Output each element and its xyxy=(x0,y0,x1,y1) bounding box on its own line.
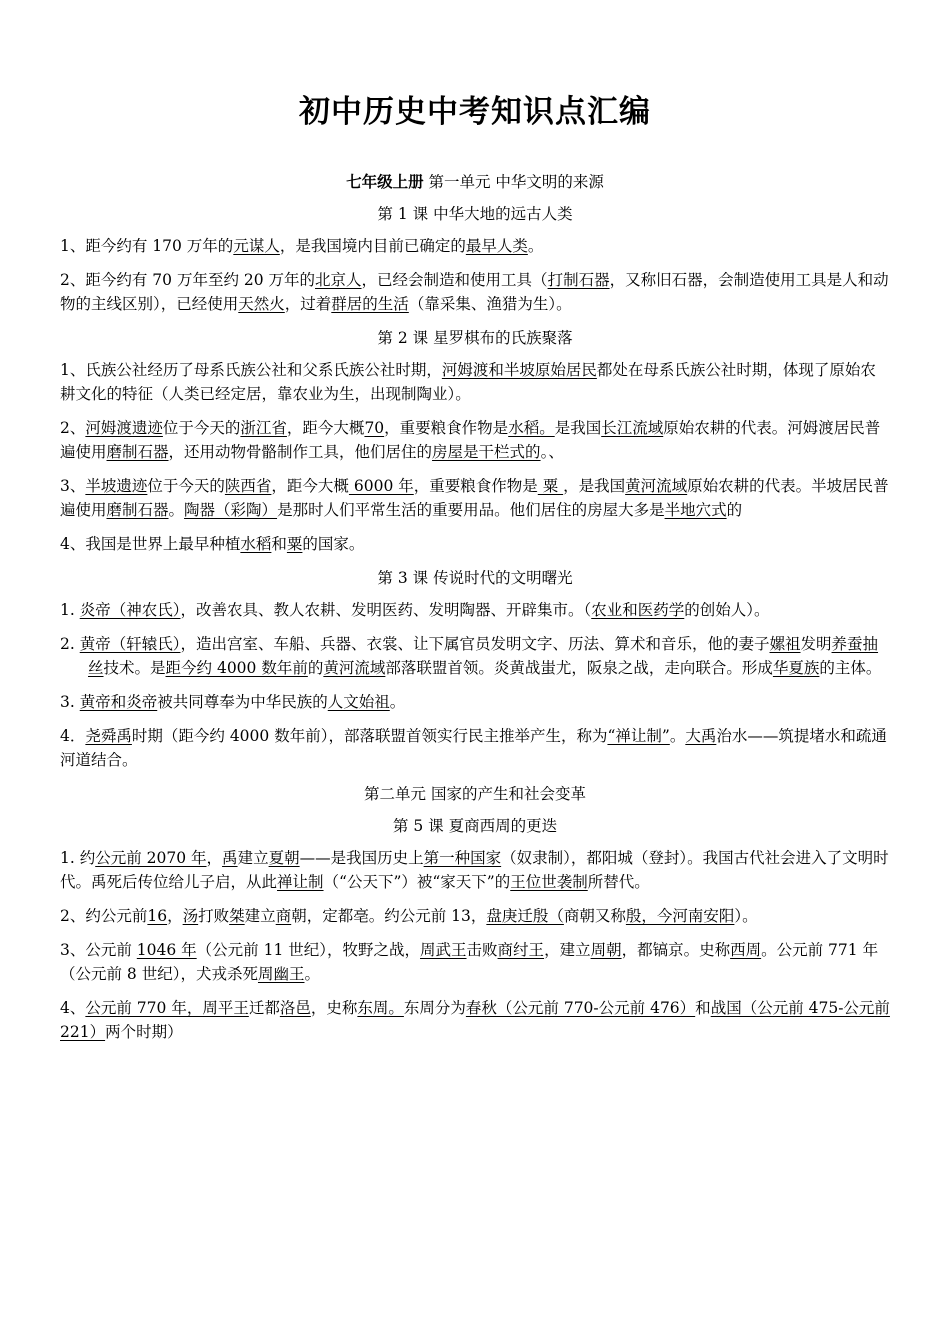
paragraph xyxy=(60,416,890,464)
text-run: 2、距今约有 70 万年至约 20 万年的 xyxy=(60,271,316,289)
text-run: 治水——筑提堵水和疏通河道结合。 xyxy=(60,727,887,769)
paragraph xyxy=(60,234,890,258)
underlined-key-term: 河姆渡和半坡原始居民 xyxy=(441,361,597,379)
text-run: ，距今大概 xyxy=(271,477,349,495)
text-run: （公元前 11 世纪），牧野之战， xyxy=(196,941,421,959)
underlined-key-term: 水稻 xyxy=(240,535,272,553)
text-run: ，改善农具、教人农耕、发明医药、发明陶器、开辟集市。（ xyxy=(180,601,592,619)
underlined-key-term: 6000 年 xyxy=(348,477,414,495)
underlined-key-term: 黄帝和炎帝 xyxy=(79,693,158,711)
text-run: 1、氏族公社经历了母系氏族公社和父系氏族公社时期， xyxy=(60,361,442,379)
underlined-key-term: 桀 xyxy=(229,907,245,925)
underlined-key-term: 水稻。 xyxy=(508,419,555,437)
underlined-key-term: 周武王 xyxy=(420,941,467,959)
text-run: 的主体。 xyxy=(819,659,882,677)
text-run: 迁都 xyxy=(248,999,280,1017)
text-run: 。 xyxy=(168,501,185,519)
text-run: 2、约公元前 xyxy=(60,907,148,925)
text-run: 的创始人）。 xyxy=(684,601,770,619)
text-run: ，造出宫室、车船、兵器、衣裳、让下属官员发明文字、历法、算术和音乐，他的妻子 xyxy=(180,635,770,653)
paragraph xyxy=(60,598,890,622)
underlined-key-term: 公元前 2070 年 xyxy=(95,849,207,867)
text-run: 的 xyxy=(307,659,324,677)
underlined-key-term: 1046 年 xyxy=(136,941,197,959)
document-title: 初中历史中考知识点汇编 xyxy=(299,94,651,130)
underlined-key-term: 夏朝 xyxy=(268,849,300,867)
text-run: ，重要粮食作物是 xyxy=(413,477,538,495)
paragraph xyxy=(60,846,890,894)
text-run: ，已经会制造和使用工具（ xyxy=(361,271,548,289)
underlined-key-term: 商 xyxy=(275,907,292,925)
underlined-key-term: 北京人 xyxy=(315,271,362,289)
underlined-key-term: 农业和医药学 xyxy=(591,601,685,619)
bold-text: 七年级上册 xyxy=(346,173,424,191)
underlined-key-term: 浙江省 xyxy=(240,419,287,437)
text-run: ，又称旧石器，会制造使用工具是人和动物的主线区别），已经使用 xyxy=(60,271,889,313)
underlined-key-term: 天然火 xyxy=(238,295,285,313)
paragraph xyxy=(60,532,890,556)
text-run: （靠采集、渔猎为生）。 xyxy=(408,295,572,313)
text-run: 部落联盟首领。炎黄战蚩尤，阪泉之战，走向联合。形成 xyxy=(385,659,773,677)
underlined-key-term: 70 xyxy=(364,419,385,437)
underlined-key-term: 战国（公元前 475-公元前 221） xyxy=(60,999,890,1041)
text-run: 建立 xyxy=(237,849,269,867)
text-run: ——是我国历史上 xyxy=(299,849,424,867)
text-run: 商朝又称 xyxy=(563,907,626,925)
text-run: 被共同尊奉为中华民族的 xyxy=(157,693,328,711)
text-run: 是我国 xyxy=(554,419,602,437)
underlined-key-term: 西周 xyxy=(730,941,762,959)
underlined-key-term: 陕西省 xyxy=(224,477,272,495)
underlined-key-term: 商纣王 xyxy=(497,941,545,959)
paragraph xyxy=(60,474,890,522)
paragraph xyxy=(60,632,890,680)
text-run: 原始农耕的代表。半坡居民普遍使用 xyxy=(60,477,889,519)
text-run: 发明 xyxy=(800,635,832,653)
underlined-key-term: 半坡遗迹 xyxy=(85,477,148,495)
underlined-key-term: 炎帝（神农氏） xyxy=(79,601,181,619)
underlined-key-term: 长江流域 xyxy=(601,419,664,437)
text-run: 第一单元 中华文明的来源 xyxy=(423,173,604,191)
text-run: （奴隶制），都阳城（登封）。我国古代社会进入了文明时代。禹死后传位给儿子启，从此 xyxy=(60,849,889,891)
document-body xyxy=(60,170,890,1054)
underlined-key-term: 黄帝（轩辕氏） xyxy=(79,635,181,653)
underlined-key-term: 磨制石器 xyxy=(106,443,169,461)
section-heading xyxy=(60,170,890,194)
text-run: ，重要粮食作物是 xyxy=(384,419,509,437)
text-run: 击败 xyxy=(466,941,498,959)
text-run: 和 xyxy=(695,999,711,1017)
text-run: 是那时人们平常生活的重要用品。他们居住的房屋大多是 xyxy=(277,501,665,519)
text-run: 。公元前 771 年（公元前 8 世纪），犬戎杀死 xyxy=(60,941,879,983)
underlined-key-term: 养蚕抽丝 xyxy=(88,635,879,677)
text-run: 3、公元前 xyxy=(60,941,137,959)
text-run: 原始农耕的代表。河姆渡居民普遍使用 xyxy=(60,419,881,461)
underlined-key-term: 人文始祖 xyxy=(327,693,390,711)
section-heading xyxy=(60,326,890,350)
text-run: 打败 xyxy=(198,907,230,925)
text-run: 时期（距今约 4000 数年前），部落联盟首领实行民主推举产生，称为 xyxy=(131,727,608,745)
text-run: ， xyxy=(167,907,183,925)
text-run: 。 xyxy=(304,965,320,983)
text-run: 。、 xyxy=(540,443,564,461)
text-run: ）。 xyxy=(734,907,758,925)
underlined-key-term: 禹 xyxy=(222,849,238,867)
text-run: 朝，定都亳。约公元前 13， xyxy=(291,907,487,925)
text-run: 2、 xyxy=(60,419,86,437)
underlined-key-term: 大禹 xyxy=(685,727,717,745)
text-run: 4、 xyxy=(60,999,86,1017)
text-run: 4． xyxy=(60,727,86,745)
text-run: 3、 xyxy=(60,477,86,495)
text-run: 和 xyxy=(271,535,287,553)
underlined-key-term: 16 xyxy=(147,907,168,925)
text-run: （“公天下”）被“家天下”的 xyxy=(323,873,511,891)
text-run: ，建立 xyxy=(544,941,591,959)
text-run: 位于今天的 xyxy=(162,419,241,437)
underlined-key-term: 黄河流域 xyxy=(323,659,386,677)
text-run: 2. xyxy=(60,635,80,653)
underlined-key-term: 周朝 xyxy=(590,941,622,959)
paragraph xyxy=(60,996,890,1044)
text-run: ， xyxy=(206,849,223,867)
underlined-key-term: 嫘祖 xyxy=(769,635,801,653)
text-run: 两个时期） xyxy=(105,1023,183,1041)
paragraph xyxy=(60,904,890,928)
text-run: 1. xyxy=(60,601,80,619)
underlined-key-term: 公元前 770 年，周平王 xyxy=(85,999,249,1017)
paragraph xyxy=(60,724,890,772)
underlined-key-term: 元谋人 xyxy=(233,237,280,255)
text-run: 第 3 课 传说时代的文明曙光 xyxy=(377,569,573,587)
text-run: 的国家。 xyxy=(302,535,365,553)
text-run: 。 xyxy=(389,693,406,711)
section-heading xyxy=(60,202,890,226)
paragraph xyxy=(60,268,890,316)
text-run: 第 1 课 中华大地的远古人类 xyxy=(377,205,573,223)
text-run: ，还用动物骨骼制作工具，他们居住的 xyxy=(168,443,433,461)
underlined-key-term: 盘庚迁殷（ xyxy=(486,907,564,925)
text-run: 。 xyxy=(527,237,544,255)
underlined-key-term: 距今约 4000 数年前 xyxy=(165,659,308,677)
text-run: 技术。是 xyxy=(103,659,166,677)
underlined-key-term: 王位世袭制 xyxy=(510,873,588,891)
text-run: 3. xyxy=(60,693,80,711)
text-run: 第二单元 国家的产生和社会变革 xyxy=(364,785,586,803)
text-run: 东周分为 xyxy=(403,999,466,1017)
text-run: ，是我国 xyxy=(563,477,626,495)
underlined-key-term: 汤 xyxy=(182,907,199,925)
text-run: ，距今大概 xyxy=(286,419,365,437)
text-run: 。 xyxy=(669,727,686,745)
underlined-key-term: 陶器（彩陶） xyxy=(184,501,278,519)
underlined-key-term: 半地穴式 xyxy=(664,501,727,519)
underlined-key-term: 洛邑 xyxy=(279,999,311,1017)
text-run: 的 xyxy=(726,501,743,519)
text-run: ，史称 xyxy=(310,999,358,1017)
text-run: ，是我国境内目前已确定的 xyxy=(279,237,466,255)
paragraph xyxy=(60,690,890,714)
paragraph xyxy=(60,358,890,406)
underlined-key-term: 粟 xyxy=(286,535,303,553)
underlined-key-term: 华夏族 xyxy=(772,659,820,677)
underlined-key-term: 第一种国家 xyxy=(423,849,502,867)
section-heading xyxy=(60,566,890,590)
underlined-key-term: 群居的生活 xyxy=(331,295,409,313)
text-run: 4、我国是世界上最早种植 xyxy=(60,535,241,553)
text-run: 所替代。 xyxy=(587,873,650,891)
underlined-key-term: 禅让制 xyxy=(277,873,324,891)
underlined-key-term: 东周。 xyxy=(357,999,404,1017)
underlined-key-term: 粟 xyxy=(537,477,564,495)
text-run: 位于今天的 xyxy=(147,477,225,495)
underlined-key-term: 殷，今河南安阳 xyxy=(625,907,735,925)
section-heading xyxy=(60,814,890,838)
underlined-key-term: 河姆渡遗迹 xyxy=(85,419,163,437)
underlined-key-term: 打制石器 xyxy=(547,271,610,289)
text-run: 第 2 课 星罗棋布的氏族聚落 xyxy=(377,329,573,347)
underlined-key-term: “禅让制” xyxy=(607,727,670,745)
paragraph xyxy=(60,938,890,986)
underlined-key-term: 磨制石器 xyxy=(106,501,169,519)
text-run: 建立 xyxy=(244,907,276,925)
text-run: 1. 约 xyxy=(60,849,96,867)
text-run: ，都镐京。史称 xyxy=(621,941,731,959)
text-run: 1、距今约有 170 万年的 xyxy=(60,237,234,255)
text-run: ，过着 xyxy=(284,295,332,313)
underlined-key-term: 房屋是干栏式的 xyxy=(432,443,541,461)
underlined-key-term: 周幽王 xyxy=(257,965,305,983)
underlined-key-term: 最早人类 xyxy=(465,237,528,255)
section-heading xyxy=(60,782,890,806)
underlined-key-term: 春秋（公元前 770-公元前 476） xyxy=(465,999,696,1017)
underlined-key-term: 尧舜禹 xyxy=(85,727,132,745)
text-run: 都处在母系氏族公社时期，体现了原始农耕文化的特征（人类已经定居，靠农业为生，出现制陶业）。 xyxy=(60,361,876,403)
text-run: 第 5 课 夏商西周的更迭 xyxy=(392,817,558,835)
underlined-key-term: 黄河流域 xyxy=(625,477,688,495)
